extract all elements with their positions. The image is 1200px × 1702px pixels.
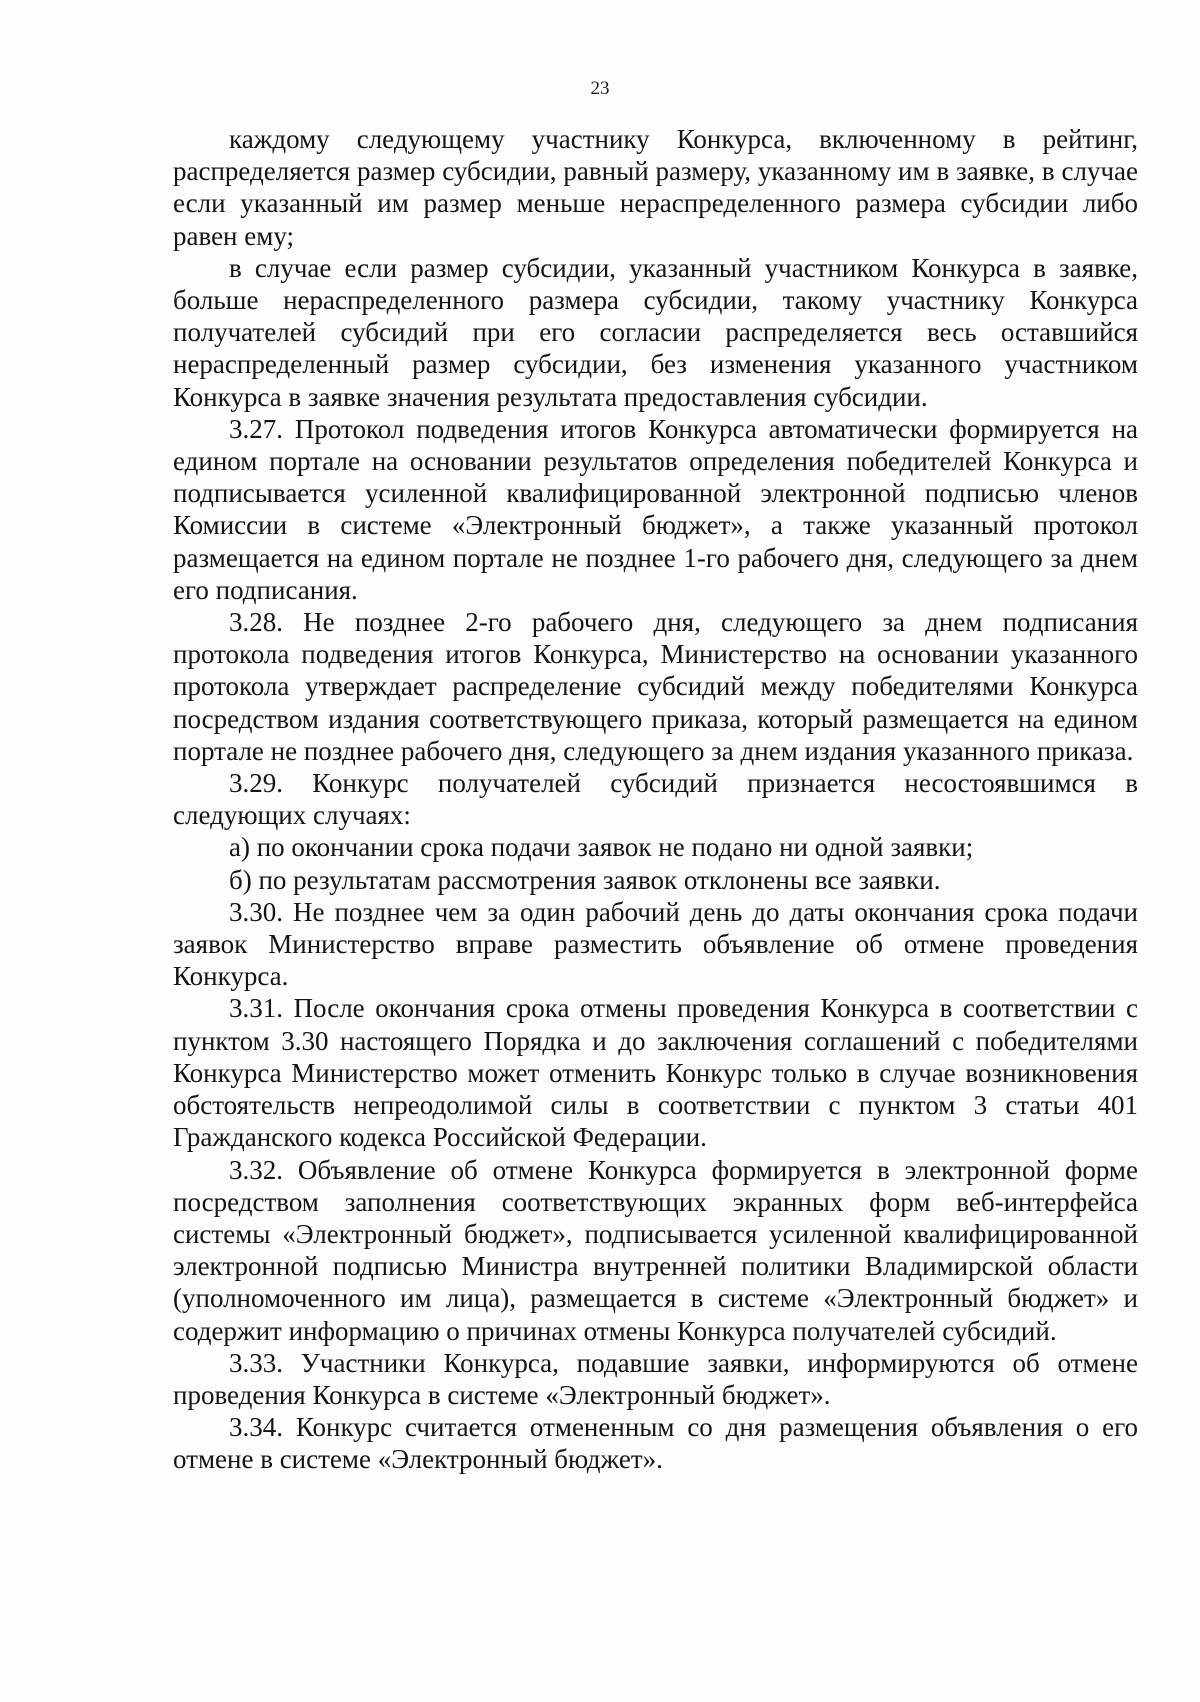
document-body (173, 123, 1138, 1476)
page-number: 23 (590, 78, 610, 99)
paragraph-3-28: 3.28. Не позднее 2-го рабочего дня, следующего за днем подписания протокола подведения итогов Конкурса, Министерство на основании указанного протокола утверждает распределение субсидий между победителями Конкурса посредством издания соответствующего приказа, который размещается на едином портале не позднее рабочего дня, следующего за днем издания указанного приказа. (173, 607, 1138, 766)
paragraph-3-31: 3.31. После окончания срока отмены проведения Конкурса в соответствии с пунктом 3.30 настоящего Порядка и до заключения соглашений с победителями Конкурса Министерство может отменить Конкурс только в случае возникновения обстоятельств непреодолимой силы в соответствии с пунктом 3 статьи 401 Гражданского кодекса Российской Федерации. (173, 993, 1138, 1153)
paragraph-subsidy-distribution: каждому следующему участнику Конкурса, включенному в рейтинг, распределяется размер субсидии, равный размеру, указанному им в заявке, в случае если указанный им размер меньше нераспределенного размера субсидии либо равен ему; (173, 124, 1138, 251)
paragraph-remaining-subsidy: в случае если размер субсидии, указанный участником Конкурса в заявке, больше нераспределенного размера субсидии, такому участнику Конкурса получателей субсидий при его согласии распределяется весь оставшийся нераспределенный размер субсидии, без изменения указанного участником Конкурса в заявке значения результата предоставления субсидии. (173, 252, 1138, 412)
paragraph-3-34: 3.34. Конкурс считается отмененным со дня размещения объявления о его отмене в системе «Электронный бюджет». (173, 1412, 1138, 1475)
paragraph-3-29: 3.29. Конкурс получателей субсидий признается несостоявшимся в следующих случаях: (173, 768, 1138, 831)
paragraph-3-30: 3.30. Не позднее чем за один рабочий день до даты окончания срока подачи заявок Министерство вправе разместить объявление об отмене проведения Конкурса. (173, 896, 1138, 992)
paragraph-3-32: 3.32. Объявление об отмене Конкурса формируется в электронной форме посредством заполнения соответствующих экранных форм веб-интерфейса системы «Электронный бюджет», подписывается усиленной квалифицированной электронной подписью Министра внутренней политики Владимирской области (уполномоченного им лица), размещается в системе «Электронный бюджет» и содержит информацию о причинах отмены Конкурса получателей субсидий. (173, 1154, 1138, 1346)
list-item-b: б) по результатам рассмотрения заявок отклонены все заявки. (229, 864, 941, 895)
paragraph-3-27: 3.27. Протокол подведения итогов Конкурса автоматически формируется на едином портале на основании результатов определения победителей Конкурса и подписывается усиленной квалифицированной электронной подписью членов Комиссии в системе «Электронный бюджет», а также указанный протокол размещается на едином портале не позднее 1-го рабочего дня, следующего за днем его подписания. (173, 413, 1138, 605)
list-item-a: а) по окончании срока подачи заявок не подано ни одной заявки; (229, 832, 974, 863)
paragraph-3-33: 3.33. Участники Конкурса, подавшие заявки, информируются об отмене проведения Конкурса в системе «Электронный бюджет». (173, 1347, 1138, 1410)
